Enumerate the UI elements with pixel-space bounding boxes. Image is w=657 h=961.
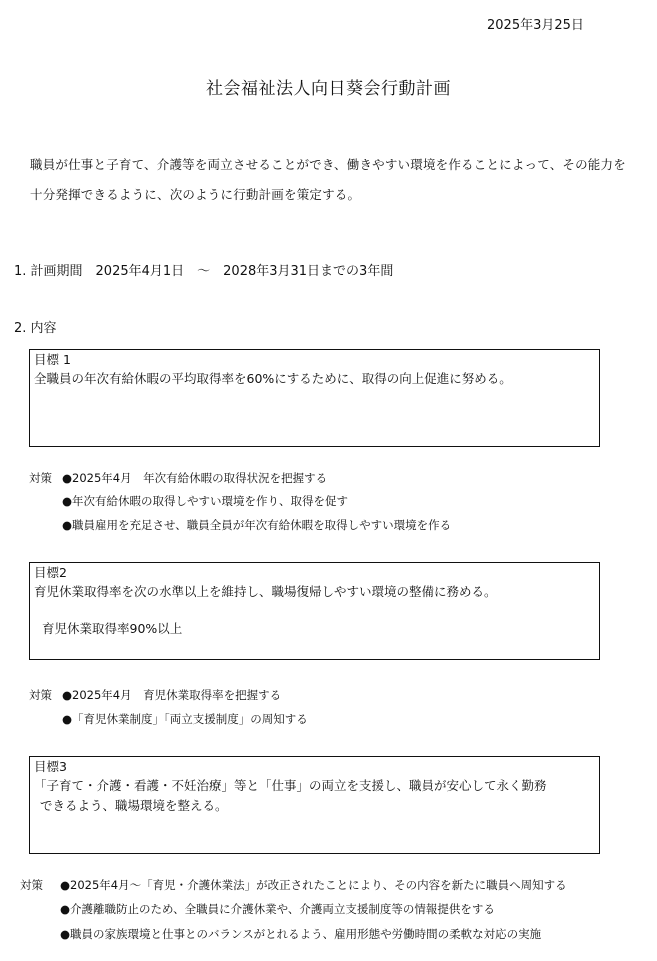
section-contents: 2. 内容 (14, 321, 57, 336)
intro-line-1: 職員が仕事と子育て、介護等を両立させることができ、働きやすい環境を作ることによって、その能力を (30, 157, 626, 172)
goal3-box (29, 756, 600, 854)
goal1-measure-1: ●2025年4月 年次有給休暇の取得状況を把握する (62, 471, 328, 485)
goal2-measure-2: ●「育児休業制度」「両立支援制度」の周知する (62, 712, 308, 726)
goal2-text: 育児休業取得率を次の水準以上を維持し、職場復帰しやすい環境の整備に務める。 (34, 584, 497, 599)
goal1-box (29, 349, 600, 447)
goal2-measure-label: 対策 (29, 688, 52, 702)
goal2-heading: 目標2 (34, 565, 67, 580)
intro-paragraph (30, 150, 626, 210)
goal3-text-line-2: できるよう、職場環境を整える。 (40, 798, 228, 813)
goal3-measure-3: ●職員の家族環境と仕事とのバランスがとれるよう、雇用形態や労働時間の柔軟な対応の実施 (60, 927, 542, 941)
goal3-measure-label: 対策 (20, 878, 43, 892)
goal1-measure-2: ●年次有給休暇の取得しやすい環境を作り、取得を促す (62, 494, 349, 508)
goal1-text: 全職員の年次有給休暇の平均取得率を60%にするために、取得の向上促進に努める。 (34, 371, 512, 386)
intro-line-2: 十分発揮できるように、次のように行動計画を策定する。 (30, 187, 361, 202)
goal1-heading: 目標 1 (34, 352, 71, 367)
goal2-box (29, 562, 600, 660)
goal1-measure-3: ●職員雇用を充足させ、職員全員が年次有給休暇を取得しやすい環境を作る (62, 518, 452, 532)
goal2-measure-1: ●2025年4月 育児休業取得率を把握する (62, 688, 282, 702)
goal2-sub-target: 育児休業取得率90%以上 (42, 621, 183, 636)
section-plan-period: 1. 計画期間 2025年4月1日 ～ 2028年3月31日までの3年間 (14, 264, 394, 279)
goal1-measure-label: 対策 (29, 471, 52, 485)
goal3-heading: 目標3 (34, 759, 67, 774)
goal3-measure-1: ●2025年4月～「育児・介護休業法」が改正されたことにより、その内容を新たに職員へ周知する (60, 878, 567, 892)
goal3-text-line-1: 「子育て・介護・看護・不妊治療」等と「仕事」の両立を支援し、職員が安心して永く勤務 (34, 778, 547, 793)
goal3-measure-2: ●介護離職防止のため、全職員に介護休業や、介護両立支援制度等の情報提供をする (60, 902, 495, 916)
document-date: 2025年3月25日 (487, 18, 584, 33)
document-title: 社会福祉法人向日葵会行動計画 (206, 79, 451, 99)
